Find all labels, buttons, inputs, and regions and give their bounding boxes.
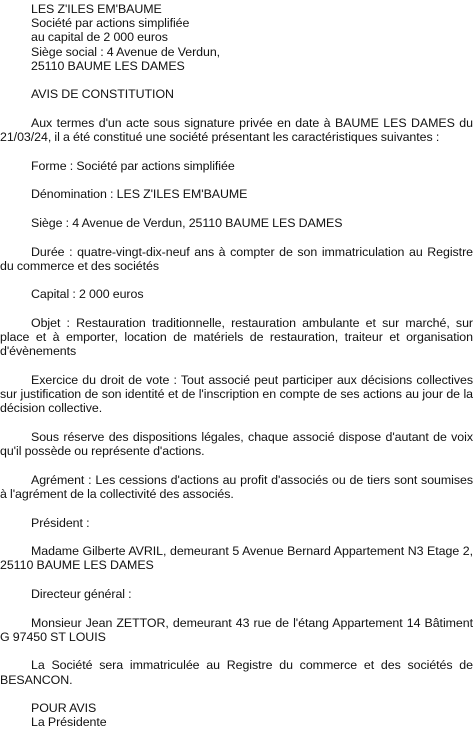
closing-signatory: La Présidente (31, 715, 107, 730)
reserve-paragraph: Sous réserve des dispositions légales, chaque associé dispose d'autant de voix qu'il possède ou représente d'actions. (0, 429, 473, 459)
intro-paragraph: Aux termes d'un acte sous signature privée en date à BAUME LES DAMES du 21/03/24, il a été constitué une société présentant les caractéristiques suivantes : (0, 116, 473, 145)
closing-block (0, 701, 473, 729)
objet-paragraph: Objet : Restauration traditionnelle, restauration ambulante et sur marché, sur place et à emporter, location de matériels de restauration, traiteur et organisation d'évènements (0, 315, 473, 359)
duree-paragraph: Durée : quatre-vingt-dix-neuf ans à compter de son immatriculation au Registre du commerce et des sociétés (0, 244, 473, 273)
company-name: LES Z'ILES EM'BAUME (31, 2, 162, 16)
immatriculation-paragraph: La Société sera immatriculée au Registre du commerce et des sociétés de BESANCON. (0, 658, 473, 687)
notice-title: AVIS DE CONSTITUTION (31, 87, 174, 102)
company-address-street: Siège social : 4 Avenue de Verdun, (31, 44, 221, 59)
company-header (0, 2, 473, 73)
forme-paragraph: Forme : Société par actions simplifiée (31, 158, 235, 173)
closing-pour-avis: POUR AVIS (31, 701, 97, 716)
company-capital: au capital de 2 000 euros (31, 30, 168, 45)
company-form: Société par actions simplifiée (31, 16, 190, 31)
vote-paragraph: Exercice du droit de vote : Tout associé peut participer aux décisions collectives sur justification de son identité et de l'inscription en compte de ses actions au jour de la décision collective. (0, 372, 473, 416)
agrement-paragraph: Agrément : Les cessions d'actions au profit d'associés ou de tiers sont soumises à l'agrément de la collectivité des associés. (0, 472, 473, 501)
president-paragraph: Madame Gilberte AVRIL, demeurant 5 Avenue Bernard Appartement N3 Etage 2, 25110 BAUME LES DAMES (0, 544, 473, 573)
company-address-city: 25110 BAUME LES DAMES (31, 58, 185, 73)
directeur-paragraph: Monsieur Jean ZETTOR, demeurant 43 rue de l'étang Appartement 14 Bâtiment G 97450 ST LOUIS (0, 615, 473, 644)
president-label: Président : (31, 515, 90, 530)
directeur-label: Directeur général : (31, 586, 132, 601)
denomination-paragraph: Dénomination : LES Z'ILES EM'BAUME (31, 187, 248, 202)
capital-paragraph: Capital : 2 000 euros (31, 287, 144, 302)
siege-paragraph: Siège : 4 Avenue de Verdun, 25110 BAUME LES DAMES (31, 215, 343, 230)
